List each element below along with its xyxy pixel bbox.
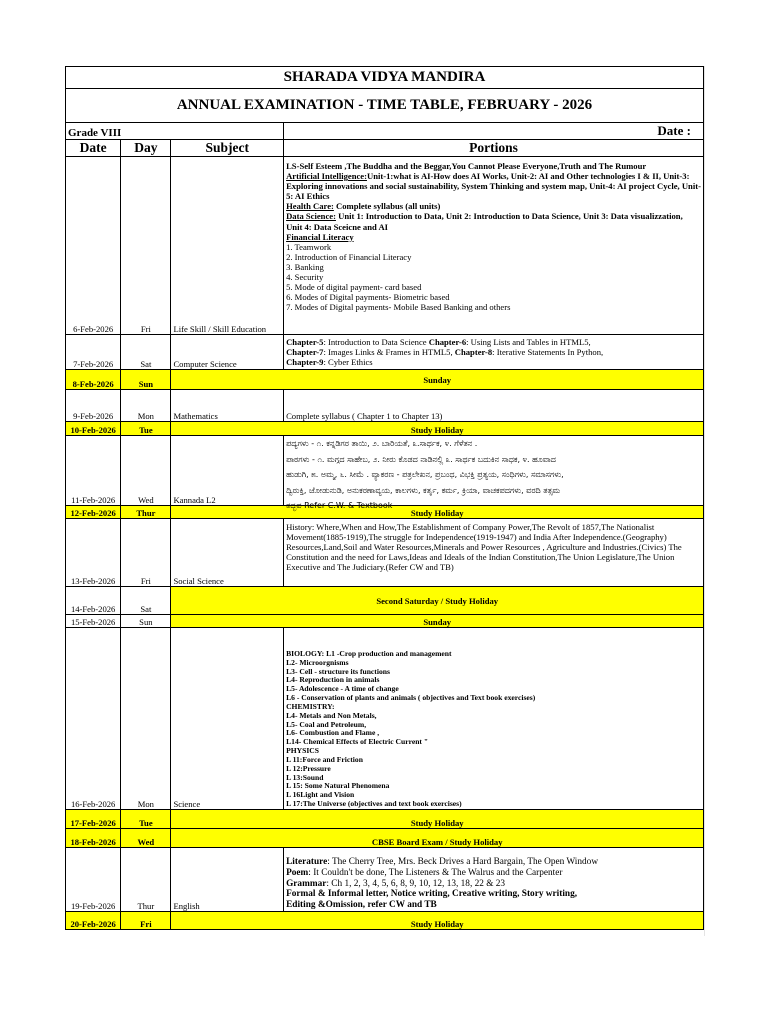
holiday-note: Sunday xyxy=(171,370,704,390)
chapter-text: : Cyber Ethics xyxy=(323,357,373,368)
row-day: Fri xyxy=(121,519,171,587)
ai-heading: Artificial Intelligence: xyxy=(286,171,367,182)
date-field-label: Date : xyxy=(284,123,704,140)
data-science-heading: Data Science: xyxy=(286,211,336,222)
exam-title: ANNUAL EXAMINATION - TIME TABLE, FEBRUARY - 2026 xyxy=(66,89,704,123)
data-science-portion: Unit 1: Introduction to Data, Unit 2: Introduction to Data Science, Unit 3: Data visualizzation, Unit 4: Data Sceicne and AI xyxy=(286,211,683,232)
list-item: L 13:Sound xyxy=(286,772,324,782)
list-item: ಹುಡುಗಿ, ೫. ಅಮ್ಮ, ೬. ಸೀಮೆ . ವ್ಯಾಕರಣ - ಪತ್ರಲೇಖನ, ಪ್ರಬಂಧ, ವಿಭಕ್ತಿ ಪ್ರತ್ಯಯ, ಸಂಧಿಗಳು, ಸಮಾಸಗಳು, xyxy=(286,470,564,479)
row-date: 9-Feb-2026 xyxy=(66,390,121,422)
row-day: Mon xyxy=(121,390,171,422)
list-item: L5- Coal and Petroleum, xyxy=(286,719,367,729)
list-item: L4- Reproduction in animals xyxy=(286,675,380,685)
list-item: L 12:Pressure xyxy=(286,763,331,773)
row-portions xyxy=(284,848,704,912)
header-day: Day xyxy=(121,140,171,157)
chapter-text: : Images Links & Frames in HTML5, xyxy=(323,347,455,358)
list-item: L6- Combustion and Flame , xyxy=(286,728,380,738)
row-day: Sat xyxy=(121,335,171,370)
row-day: Thur xyxy=(121,848,171,912)
holiday-note: Second Saturday / Study Holiday xyxy=(171,587,704,615)
table-row xyxy=(66,335,704,370)
row-day: Mon xyxy=(121,628,171,810)
row-date: 13-Feb-2026 xyxy=(66,519,121,587)
chapter-label: Chapter-9 xyxy=(286,357,324,368)
list-item: 3. Banking xyxy=(286,261,324,272)
timetable xyxy=(65,66,704,930)
literature-heading: Literature xyxy=(286,857,328,868)
row-date: 19-Feb-2026 xyxy=(66,848,121,912)
table-row xyxy=(66,587,704,615)
row-date: 17-Feb-2026 xyxy=(66,810,121,829)
row-date: 11-Feb-2026 xyxy=(66,436,121,506)
row-date: 15-Feb-2026 xyxy=(66,615,121,628)
list-item: L5- Adolescence - A time of change xyxy=(286,684,399,694)
financial-literacy-heading: Financial Literacy xyxy=(286,231,354,242)
row-subject: Science xyxy=(171,628,284,810)
grammar-portion: : Ch 1, 2, 3, 4, 5, 6, 8, 9, 10, 12, 13, 18, 22 & 23 xyxy=(326,878,506,889)
row-date: 12-Feb-2026 xyxy=(66,506,121,519)
timetable-sheet xyxy=(65,66,704,930)
grammar-heading: Grammar xyxy=(286,878,327,889)
row-day: Fri xyxy=(121,157,171,335)
row-day: Sun xyxy=(121,615,171,628)
list-item: ದ್ವಿರುಕ್ತಿ, ಜೋಡುನುಡಿ, ಅನುಕರಣಾವ್ಯಯ, ಕಾಲಗಳು, ಕರ್ತೃ, ಕರ್ಮ, ಕ್ರಿಯಾ, ವಾಚಕಪದಗಳು, ವರದಿ ತತ್ಸಮ xyxy=(286,485,561,495)
list-item: ಪದ್ಯಗಳು - ೧. ಕನ್ನಡಿಗರ ತಾಯಿ, ೨. ಬಾರಿಯತೆ, ೩.ಸಾರ್ಥಕ, ೪. ಗೆಳೆತನ . xyxy=(286,439,478,448)
list-item: 5. Mode of digital payment- card based xyxy=(286,282,422,293)
row-day: Fri xyxy=(121,912,171,930)
poem-portion: : It Couldn't be done, The Listeners & The Walrus and the Carpenter xyxy=(308,867,563,878)
table-row xyxy=(66,519,704,587)
header-date: Date xyxy=(66,140,121,157)
list-item: 1. Teamwork xyxy=(286,241,332,252)
row-date: 14-Feb-2026 xyxy=(66,587,121,615)
list-item: L 15: Some Natural Phenomena xyxy=(286,781,390,791)
table-row xyxy=(66,370,704,390)
row-date: 20-Feb-2026 xyxy=(66,912,121,930)
row-day: Sun xyxy=(121,370,171,390)
row-date: 7-Feb-2026 xyxy=(66,335,121,370)
holiday-note: Study Holiday xyxy=(171,912,704,930)
row-portions: Complete syllabus ( Chapter 1 to Chapter 13) xyxy=(284,390,704,422)
list-item: ತದ್ಭವ Refer C.W. & Textbook xyxy=(286,501,393,510)
row-day: Thur xyxy=(121,506,171,519)
life-skill-portion: LS-Self Esteem ,The Buddha and the Beggar,You Cannot Please Everyone,Truth and The Rumour xyxy=(286,161,647,171)
list-item: L 17:The Universe (objectives and text book exercises) xyxy=(286,799,462,809)
list-item: L6 - Conservation of plants and animals ( objectives and Text book exercises) xyxy=(286,693,536,703)
list-item: ಪಾಠಗಳು - ೧. ಮಗ್ಗದ ಸಾಹೇಬ, ೨. ನೀರು ಕೊಡದ ನಾಡಿನಲ್ಲಿ ೩. ಸಾರ್ಥಕ ಬದುಕಿನ ಸಾಧಕ, ೪. ಹೂವಾದ xyxy=(286,454,556,464)
table-row xyxy=(66,422,704,436)
row-subject: Computer Science xyxy=(171,335,284,370)
table-row xyxy=(66,810,704,829)
chapter-label: Chapter-6 xyxy=(428,337,467,347)
row-subject: English xyxy=(171,848,284,912)
holiday-note: CBSE Board Exam / Study Holiday xyxy=(171,829,704,848)
list-item: L2- Microorgnisms xyxy=(286,657,349,667)
row-day: Sat xyxy=(121,587,171,615)
list-item: 2. Introduction of Financial Literacy xyxy=(286,251,412,262)
row-day: Wed xyxy=(121,436,171,506)
health-care-heading: Health Care: xyxy=(286,201,334,212)
grade-label: Grade VIII xyxy=(66,123,284,140)
list-item: L3- Cell - structure its functions xyxy=(286,666,390,676)
holiday-note: Study Holiday xyxy=(171,506,704,519)
row-portions xyxy=(284,628,704,810)
table-row xyxy=(66,628,704,810)
writing-portion: Formal & Informal letter, Notice writing, Creative writing, Story writing, xyxy=(286,889,578,900)
list-item: 7. Modes of Digital payments- Mobile Based Banking and others xyxy=(286,302,511,313)
poem-heading: Poem xyxy=(286,867,309,878)
row-date: 16-Feb-2026 xyxy=(66,628,121,810)
chapter-text: : Using Lists and Tables in HTML5, xyxy=(466,337,591,347)
editing-portion: Editing &Omission, refer CW and TB xyxy=(286,900,437,911)
list-item: BIOLOGY: L1 -Crop production and management xyxy=(286,648,452,658)
chapter-text: : Iterative Statements In Python, xyxy=(492,347,604,358)
list-item: 4. Security xyxy=(286,272,324,283)
row-date: 10-Feb-2026 xyxy=(66,422,121,436)
chapter-label: Chapter-7 xyxy=(286,347,324,358)
row-subject: Kannada L2 xyxy=(171,436,284,506)
header-portions: Portions xyxy=(284,140,704,157)
table-row xyxy=(66,615,704,628)
ai-portion: Unit-1:what is AI-How does AI Works, Unit-2: AI and Other technologies I & II, Unit-3: Exploring innovations and social sustainability, System Thinking and system map, Unit-4: AI project Cycle, Unit-5: AI Ethics xyxy=(286,171,701,202)
chapter-label: Chapter-5 xyxy=(286,337,324,347)
row-portions xyxy=(284,157,704,335)
table-row xyxy=(66,390,704,422)
header-subject: Subject xyxy=(171,140,284,157)
row-day: Tue xyxy=(121,422,171,436)
table-row xyxy=(66,436,704,506)
row-subject: Mathematics xyxy=(171,390,284,422)
list-item: PHYSICS xyxy=(286,746,319,756)
table-row xyxy=(66,829,704,848)
list-item: L 11:Force and Friction xyxy=(286,754,363,764)
row-date: 8-Feb-2026 xyxy=(66,370,121,390)
list-item: CHEMISTRY: xyxy=(286,701,335,711)
holiday-note: Study Holiday xyxy=(171,810,704,829)
row-day: Wed xyxy=(121,829,171,848)
row-date: 6-Feb-2026 xyxy=(66,157,121,335)
holiday-note: Study Holiday xyxy=(171,422,704,436)
literature-portion: : The Cherry Tree, Mrs. Beck Drives a Hard Bargain, The Open Window xyxy=(327,857,599,868)
list-item: L4- Metals and Non Metals, xyxy=(286,710,377,720)
row-portions xyxy=(284,335,704,370)
table-row xyxy=(66,157,704,335)
list-item: L 16Light and Vision xyxy=(286,790,355,800)
chapter-text: : Introduction to Data Science xyxy=(323,337,429,347)
row-portions xyxy=(284,436,704,510)
row-subject: Life Skill / Skill Education xyxy=(171,157,284,335)
row-subject: Social Science xyxy=(171,519,284,587)
list-item: L14- Chemical Effects of Electric Current " xyxy=(286,737,429,747)
row-day: Tue xyxy=(121,810,171,829)
row-date: 18-Feb-2026 xyxy=(66,829,121,848)
table-row xyxy=(66,848,704,912)
health-care-portion: Complete syllabus (all units) xyxy=(333,201,441,212)
row-portions: History: Where,When and How,The Establishment of Company Power,The Revolt of 1857,The Nationalist Movement(1885-1919),The struggle for Independence(1919-1947) and India After Independence.(Geography) Resources,Land,Soil and Water Resources,Minerals and Power Resources , Agriculture and Industries.(Civics) The Constitution and the need for Laws,Ideas and Ideals of the Indian Constitution,The Union Legislature,The Union Executive and The Judiciary.(Refer CW and TB) xyxy=(284,519,704,587)
chapter-label: Chapter-8 xyxy=(454,347,493,358)
list-item: 6. Modes of Digital payments- Biometric based xyxy=(286,292,450,303)
table-row xyxy=(66,912,704,930)
holiday-note: Sunday xyxy=(171,615,704,628)
school-name: SHARADA VIDYA MANDIRA xyxy=(66,67,704,89)
